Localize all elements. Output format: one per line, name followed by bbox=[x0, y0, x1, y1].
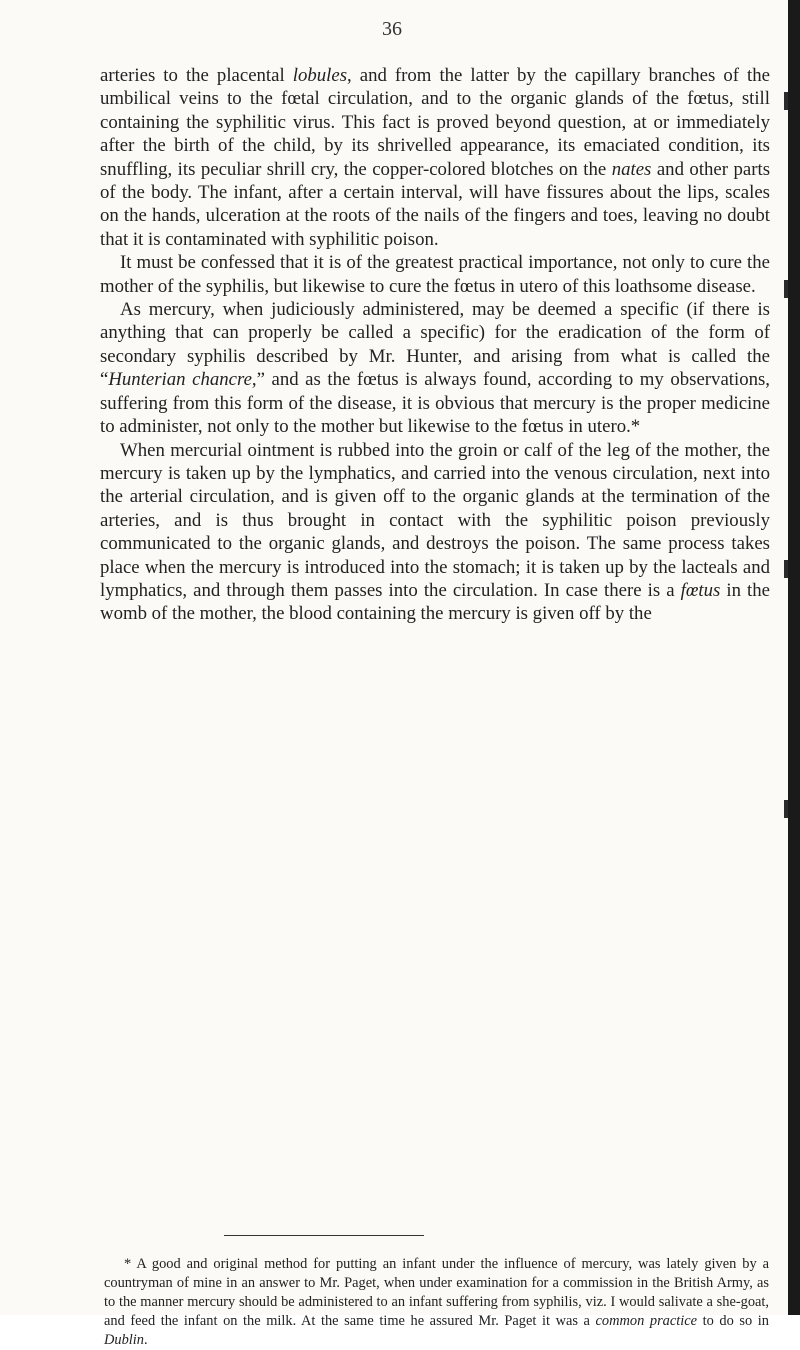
text-run: It must be confessed that it is of the greatest practical importance, not only to cure the mother of the syphilis, but likewise to cure the fœtus in utero of this loathsome disease. bbox=[100, 252, 770, 297]
italic-run: lobules bbox=[292, 65, 348, 86]
text-run: and other parts of the body. The infant, after a certain interval, will have fissures about the lips, scales on the hands, ulceration at the roots of the nails of the fingers and toes, leaving no doubt that it is contaminated with syphilitic poison. bbox=[100, 158, 770, 250]
paragraph-1 bbox=[100, 64, 770, 251]
italic-run: common practice bbox=[595, 1313, 698, 1329]
text-run: . bbox=[143, 1332, 148, 1348]
text-run: to do so in bbox=[697, 1313, 769, 1329]
edge-mark bbox=[784, 560, 788, 578]
page-edge-shadow bbox=[788, 0, 800, 1315]
text-run: arteries to the placental bbox=[100, 65, 293, 86]
edge-mark bbox=[784, 800, 788, 818]
text-run: When mercurial ointment is rubbed into the groin or calf of the leg of the mother, the mercury is taken up by the lymphatics, and carried into the venous circulation, next into the arterial circulation, and is given off to the organic glands at the termination of the arteries, and is thus brought in contact with the syphilitic poison previously communicated to the organic glands, and destroys the poison. The same process takes place when the mercury is introduced into the stomach; it is taken up by the lacteals and lymphatics, and through them passes into the circulation. In case there is a bbox=[100, 439, 770, 601]
footnote-divider bbox=[224, 1235, 424, 1236]
text-run: in the womb of the mother, the blood containing the mercury is given off by the bbox=[100, 579, 770, 625]
footnote-paragraph bbox=[104, 1255, 769, 1350]
text-run: ,” and as the fœtus is always found, according to my observations, suffering from this form of the disease, it is obvious that mercury is the proper medicine to administer, not only to the mother but likewise to the fœtus in utero.* bbox=[100, 369, 770, 438]
text-run: As mercury, when judiciously administered, may be deemed a specific (if there is anything that can properly be called a specific) for the eradication of the form of secondary syphilis described by Mr. Hunter, and arising from what is called the “ bbox=[100, 299, 770, 391]
italic-run: nates bbox=[611, 158, 652, 180]
paragraph-3 bbox=[100, 298, 770, 438]
main-text bbox=[100, 64, 770, 626]
footnote bbox=[104, 1255, 769, 1350]
italic-run: Dublin bbox=[104, 1332, 144, 1348]
text-run: , and from the latter by the capillary branches of the umbilical veins to the fœtal circulation, and to the organic glands of the fœtus, still containing the syphilitic virus. This fact is proved beyond question, at or immediately after the birth of the child, by its shrivelled appearance, its emaciated condition, its snuffling, its peculiar shrill cry, the copper-colored blotches on the bbox=[100, 65, 770, 180]
text-run: * A good and original method for putting an infant under the influence of mercury, was lately given by a countryman of mine in an answer to Mr. Paget, when under examination for a commission in the British Army, as to the manner mercury should be administered to an infant suffering from syphilis, viz. I would salivate a she-goat, and feed the infant on the milk. At the same time he assured Mr. Paget it was a bbox=[104, 1256, 769, 1329]
paragraph-2 bbox=[100, 251, 770, 298]
edge-mark bbox=[784, 280, 788, 298]
edge-mark bbox=[784, 92, 788, 110]
italic-run: fœtus bbox=[680, 579, 721, 601]
paragraph-4 bbox=[100, 439, 770, 626]
italic-run: Hunterian chancre bbox=[108, 369, 252, 391]
page-number: 36 bbox=[382, 18, 402, 40]
